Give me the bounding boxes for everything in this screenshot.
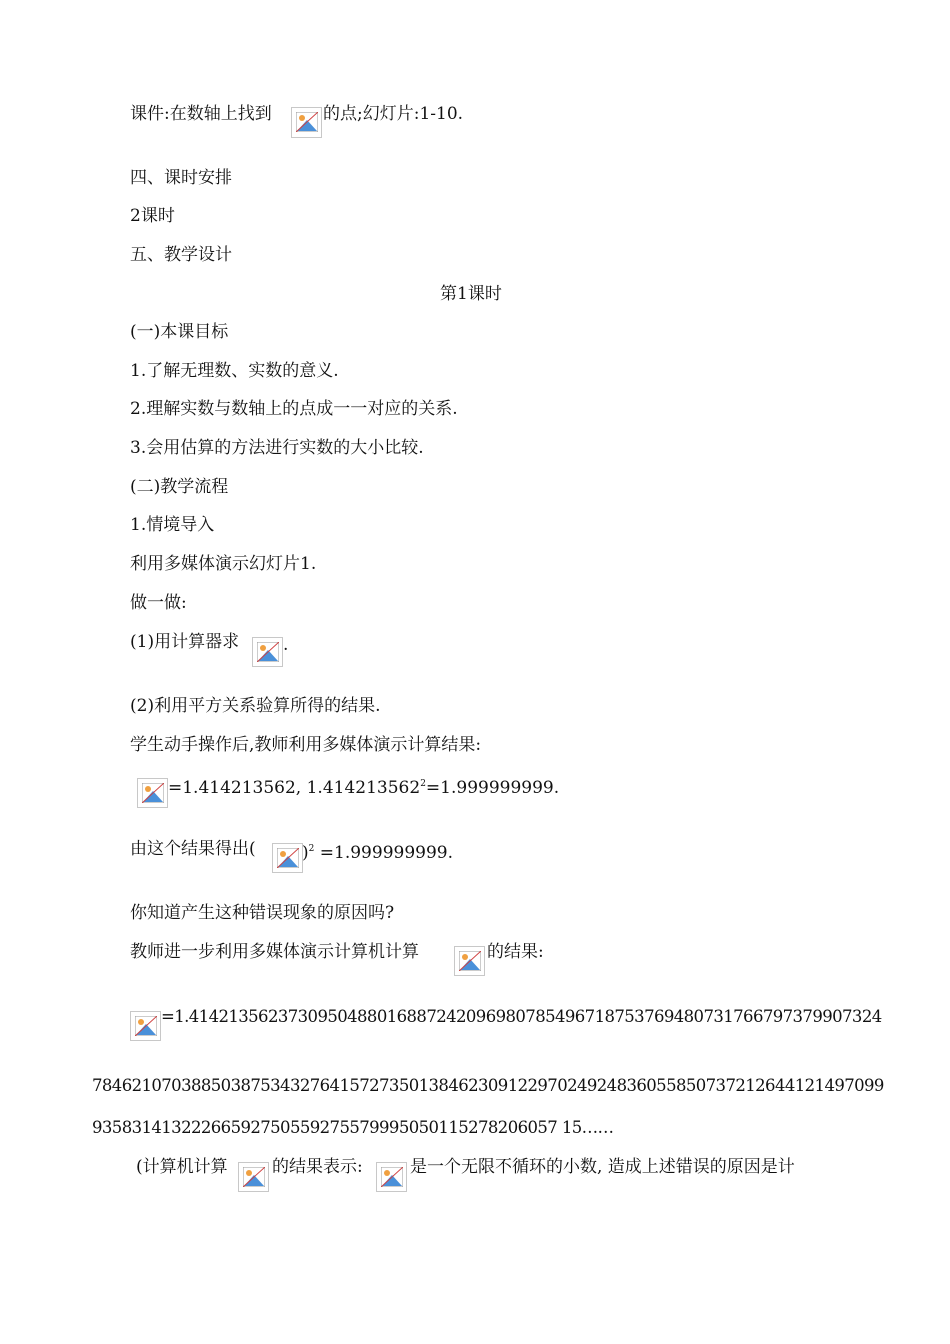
text-segment: (计算机计算 <box>136 1157 228 1177</box>
text-line: (2)利用平方关系验算所得的结果. <box>130 696 381 716</box>
list-item: 1.了解无理数、实数的意义. <box>130 361 339 381</box>
text-segment: =1.414213562, 1.414213562 <box>168 778 421 798</box>
text-segment: =1.999999999. <box>425 778 560 798</box>
text-line <box>130 631 239 653</box>
text-line: 你知道产生这种错误现象的原因吗? <box>130 903 395 923</box>
number-line: 78462107038850387534327641572735013846230912297024924836055850737212644121497099 <box>92 1076 884 1095</box>
subsection-heading: (二)教学流程 <box>130 477 229 497</box>
text-segment: 课件:在数轴上找到 <box>130 104 272 124</box>
text-segment: 是一个无限不循环的小数, 造成上述错误的原因是计 <box>410 1157 795 1177</box>
list-item: 3.会用估算的方法进行实数的大小比较. <box>130 438 424 458</box>
image-placeholder-icon <box>130 1011 161 1041</box>
text-line: 2课时 <box>130 206 175 226</box>
text-line: 学生动手操作后,教师利用多媒体演示计算结果: <box>130 735 482 755</box>
exponent: 2 <box>420 779 426 789</box>
text-segment: 教师进一步利用多媒体演示计算机计算 <box>130 942 419 962</box>
image-placeholder-icon <box>238 1162 269 1192</box>
text-line <box>136 1156 228 1178</box>
section-heading: 四、课时安排 <box>130 168 232 188</box>
text-segment: (1)用计算器求 <box>130 632 240 652</box>
text-segment: 由这个结果得出( <box>130 839 256 859</box>
lesson-title: 第1课时 <box>440 284 502 304</box>
image-placeholder-icon <box>137 778 168 808</box>
text-line <box>323 103 463 125</box>
text-line: 利用多媒体演示幻灯片1. <box>130 554 317 574</box>
text-line <box>130 103 272 125</box>
text-segment: =1.999999999. <box>314 843 453 863</box>
exponent: 2 <box>308 844 315 854</box>
list-item: 2.理解实数与数轴上的点成一一对应的关系. <box>130 399 458 419</box>
text-line: 1.情境导入 <box>130 515 215 535</box>
text-segment: ) <box>302 843 309 863</box>
image-placeholder-icon <box>291 107 322 138</box>
text-line <box>130 941 419 963</box>
text-line: 做一做: <box>130 593 187 613</box>
image-placeholder-icon <box>376 1162 407 1192</box>
number-line: =1.4142135623730950488016887242096980785496718753769480731766797379907324 <box>161 1007 882 1026</box>
text-segment: 的点;幻灯片:1-10. <box>323 104 464 124</box>
text-segment: . <box>283 635 289 655</box>
image-placeholder-icon <box>454 946 485 976</box>
image-placeholder-icon <box>252 637 283 667</box>
text-line <box>168 773 559 799</box>
number-line: 93583141322266592750559275579995050115278206057 15…… <box>92 1118 614 1137</box>
section-heading: 五、教学设计 <box>130 245 232 265</box>
text-segment: 的结果: <box>487 942 544 962</box>
subsection-heading: (一)本课目标 <box>130 322 229 342</box>
text-line <box>302 838 453 864</box>
image-placeholder-icon <box>272 843 303 873</box>
text-segment: 的结果表示: <box>272 1157 363 1177</box>
text-line <box>130 838 256 860</box>
